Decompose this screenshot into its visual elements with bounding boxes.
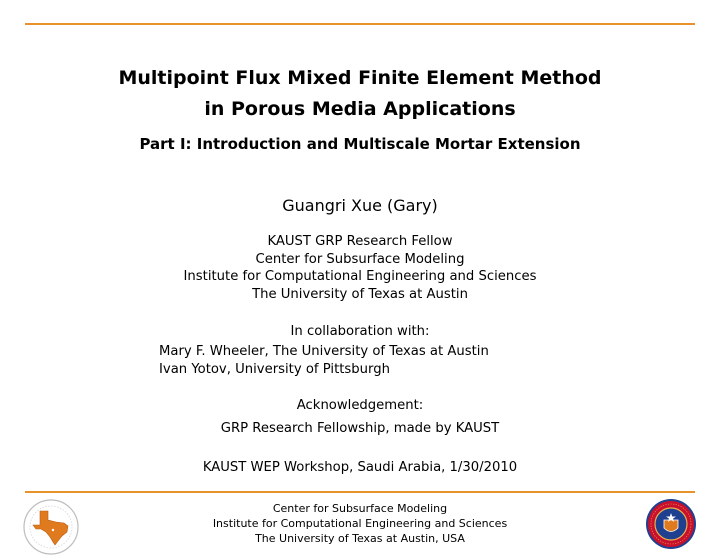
- collaborator-2: Ivan Yotov, University of Pittsburgh: [159, 361, 390, 377]
- affiliation-4: The University of Texas at Austin: [252, 286, 468, 302]
- ack-heading: Acknowledgement:: [296, 398, 424, 413]
- subtitle: Part I: Introduction and Multiscale Mortar Extension: [139, 135, 581, 153]
- affiliation-2: Center for Subsurface Modeling: [255, 251, 465, 267]
- event: KAUST WEP Workshop, Saudi Arabia, 1/30/2010: [202, 460, 518, 475]
- collaborator-1: Mary F. Wheeler, The University of Texas at Austin: [159, 344, 489, 359]
- footer-line-3: The University of Texas at Austin, USA: [255, 532, 465, 545]
- footer-line-1: Center for Subsurface Modeling: [272, 502, 448, 515]
- title-line-2: in Porous Media Applications: [204, 98, 516, 120]
- title-line-1: Multipoint Flux Mixed Finite Element Method: [118, 67, 602, 89]
- affiliation-1: KAUST GRP Research Fellow: [267, 234, 453, 249]
- top-rule: [25, 23, 695, 25]
- collab-heading: In collaboration with:: [290, 324, 430, 339]
- author: Guangri Xue (Gary): [282, 196, 438, 215]
- bottom-rule: [25, 491, 695, 493]
- footer-line-2: Institute for Computational Engineering and Sciences: [212, 517, 508, 530]
- ack-text: GRP Research Fellowship, made by KAUST: [220, 421, 500, 436]
- affiliation-3: Institute for Computational Engineering and Sciences: [183, 269, 537, 284]
